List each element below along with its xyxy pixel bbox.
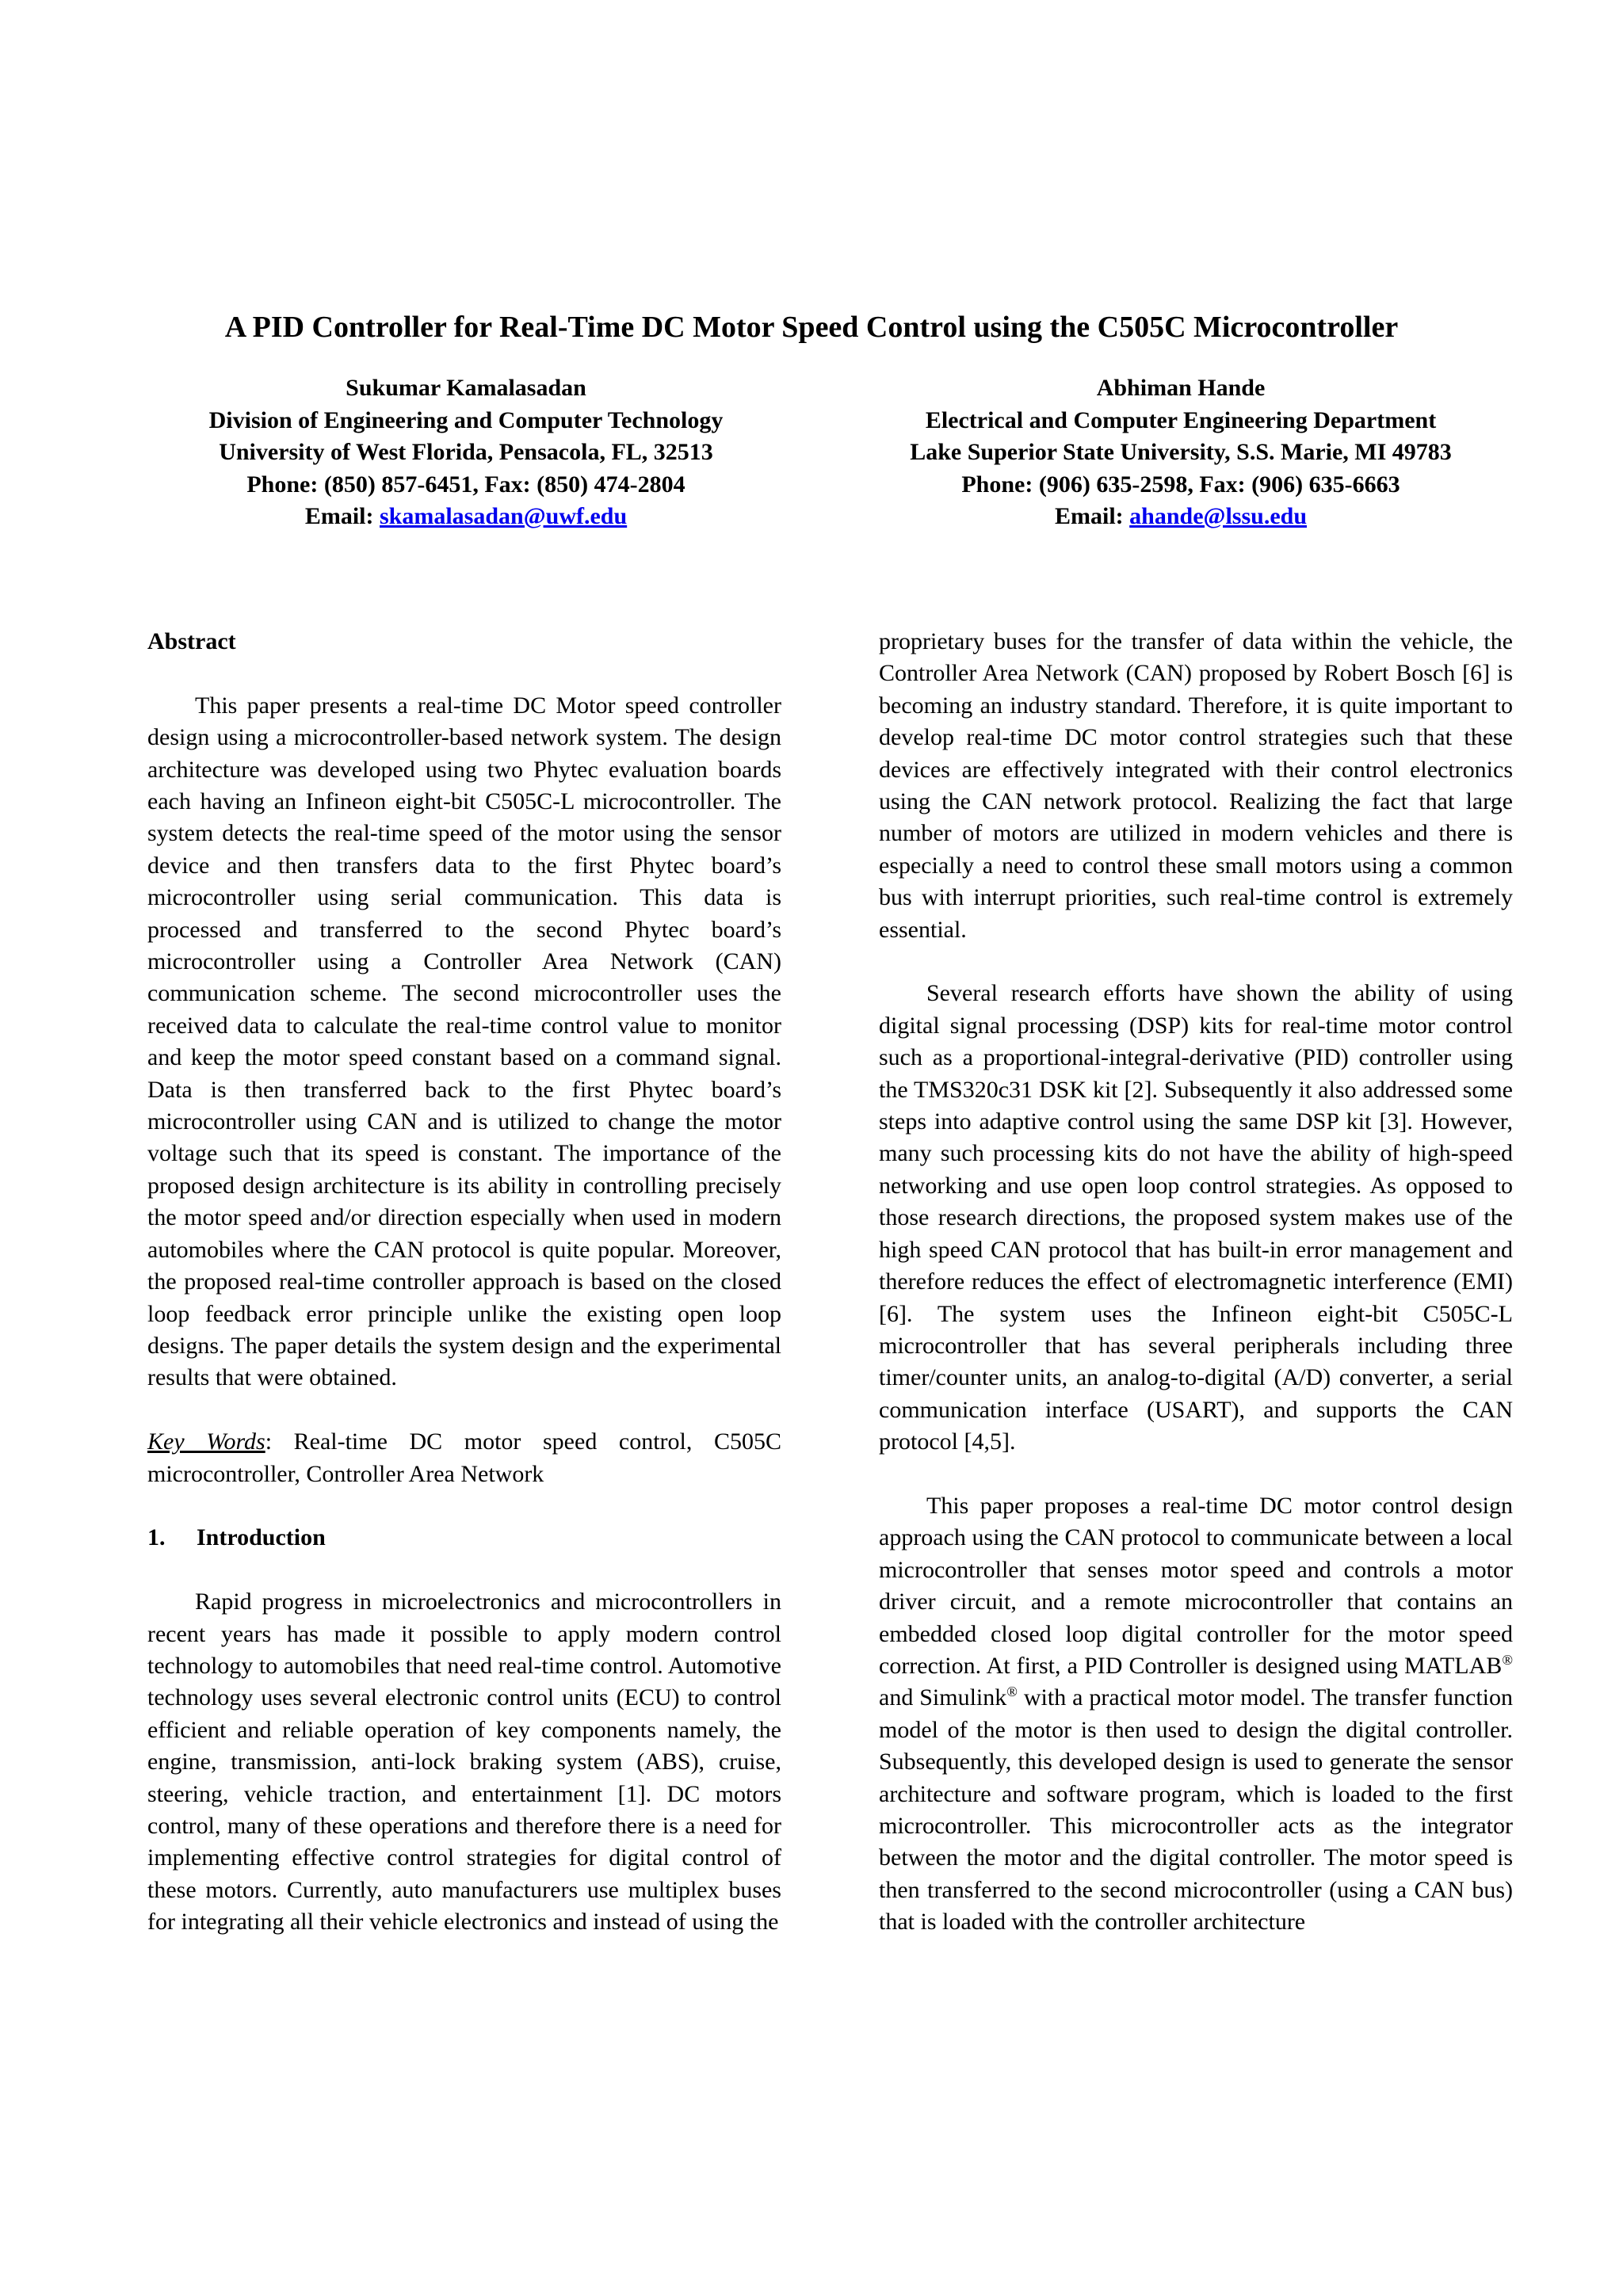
left-column — [147, 626, 781, 1939]
keywords-label: Key Words — [147, 1428, 265, 1455]
p3-part-c: with a practical motor model. The transfer function model of the motor is then used to design the digital controller. Subsequently, this developed design is used to generate the sensor architecture and software program, which is loaded to the first microcontroller. This microcontroller acts as the integrator between the motor and the digital controller. The motor speed is then transferred to the second microcontroller (using a CAN bus) that is loaded with the controller architecture — [879, 1684, 1513, 1936]
author-department: Electrical and Computer Engineering Department — [925, 406, 1437, 433]
intro-paragraph-1: Rapid progress in microelectronics and microcontrollers in recent years has made it possible to apply modern control technology to automobiles that need real-time control. Automotive technology uses several electronic control units (ECU) to control efficient and reliable operation of key components namely, the engine, transmission, anti-lock braking system (ABS), cruise, steering, vehicle traction, and entertainment [1]. DC motors control, many of these operations and therefore there is a need for implementing effective control strategies for digital control of these motors. Currently, auto manufacturers use multiplex buses for integrating all their vehicle electronics and instead of using the — [147, 1589, 781, 1936]
author-email-line — [856, 501, 1506, 533]
author-name: Abhiman Hande — [1096, 375, 1266, 401]
email-label: Email: — [1055, 503, 1124, 529]
author-department: Division of Engineering and Computer Technology — [208, 406, 724, 433]
intro-paragraph-2: Several research efforts have shown the ability of using digital signal processing (DSP) kits for real-time motor control such as a proportional-integral-derivative (PID) controller using the TMS320c31 DSK kit [2]. Subsequently it also addressed some steps into adaptive control using the same DSP kit [3]. However, many such processing kits do not have the ability of high-speed networking and use open loop control strategies. As opposed to those research directions, the proposed system makes use of the high speed CAN protocol that has built-in error management and therefore reduces the effect of electromagnetic interference (EMI) [6]. The system uses the Infineon eight-bit C505C-L microcontroller that has several peripherals including three timer/counter units, an analog-to-digital (A/D) converter, a serial communication interface (USART), and supports the CAN protocol [4,5]. — [879, 980, 1513, 1455]
email-label: Email: — [304, 503, 374, 529]
author-affiliation: University of West Florida, Pensacola, FL, 32513 — [219, 439, 713, 465]
email-link[interactable]: skamalasadan@uwf.edu — [380, 503, 628, 529]
section-number: 1. — [147, 1524, 166, 1551]
abstract-heading: Abstract — [147, 628, 236, 654]
author-email-line — [141, 501, 791, 533]
author-affiliation: Lake Superior State University, S.S. Marie, MI 49783 — [910, 439, 1452, 465]
p3-part-a: This paper proposes a real-time DC motor control design approach using the CAN protocol to communicate between a local microcontroller that senses motor speed and controls a motor driver circuit, and a remote microcontroller that contains an embedded closed loop digital controller for the motor speed correction. At first, a PID Controller is designed using MATLAB — [879, 1492, 1513, 1679]
paper-title: A PID Controller for Real-Time DC Motor Speed Control using the C505C Microcontroller — [224, 311, 1399, 344]
right-column — [879, 626, 1513, 1939]
author-block-1 — [141, 372, 791, 533]
abstract-text: This paper presents a real-time DC Motor speed controller design using a microcontroller-based network system. The design architecture was developed using two Phytec evaluation boards each having an Infineon eight-bit C505C-L microcontroller. The system detects the real-time speed of the motor using the sensor device and then transfers data to the first Phytec board’s microcontroller using serial communication. This data is processed and transferred to the second Phytec board’s microcontroller using a Controller Area Network (CAN) communication scheme. The second microcontroller uses the received data to calculate the real-time control value to monitor and keep the motor speed constant based on a command signal. Data is then transferred back to the first Phytec board’s microcontroller using CAN and is utilized to change the motor voltage such that its speed is constant. The importance of the proposed design architecture is its ability in controlling precisely the motor speed and/or direction especially when used in modern automobiles where the CAN protocol is quite popular. Moreover, the proposed real-time controller approach is based on the closed loop feedback error principle unlike the existing open loop designs. The paper details the system design and the experimental results that were obtained. — [147, 692, 781, 1391]
p3-part-b: and Simulink — [879, 1684, 1007, 1711]
intro-paragraph-1-continued: proprietary buses for the transfer of data within the vehicle, the Controller Area Network (CAN) proposed by Robert Bosch [6] is becoming an industry standard. Therefore, it is quite important to develop real-time DC motor control strategies such that these devices are effectively integrated with their control electronics using the CAN network protocol. Realizing the fact that large number of motors are utilized in modern vehicles and there is especially a need to control these small motors using a common bus with interrupt priorities, such real-time control is extremely essential. — [879, 628, 1513, 943]
author-phone: Phone: (850) 857-6451, Fax: (850) 474-2804 — [246, 471, 685, 498]
author-name: Sukumar Kamalasadan — [346, 375, 586, 401]
email-link[interactable]: ahande@lssu.edu — [1129, 503, 1307, 529]
section-title: Introduction — [197, 1524, 326, 1551]
keywords-text: : Real-time DC motor speed control, C505C microcontroller, Controller Area Network — [147, 1428, 781, 1487]
author-phone: Phone: (906) 635-2598, Fax: (906) 635-6663 — [961, 471, 1400, 498]
registered-mark: ® — [1502, 1651, 1513, 1668]
registered-mark: ® — [1006, 1684, 1018, 1700]
keywords — [147, 1426, 781, 1490]
intro-paragraph-3 — [879, 1490, 1513, 1939]
author-block-2 — [856, 372, 1506, 533]
section-heading-introduction — [147, 1522, 781, 1554]
